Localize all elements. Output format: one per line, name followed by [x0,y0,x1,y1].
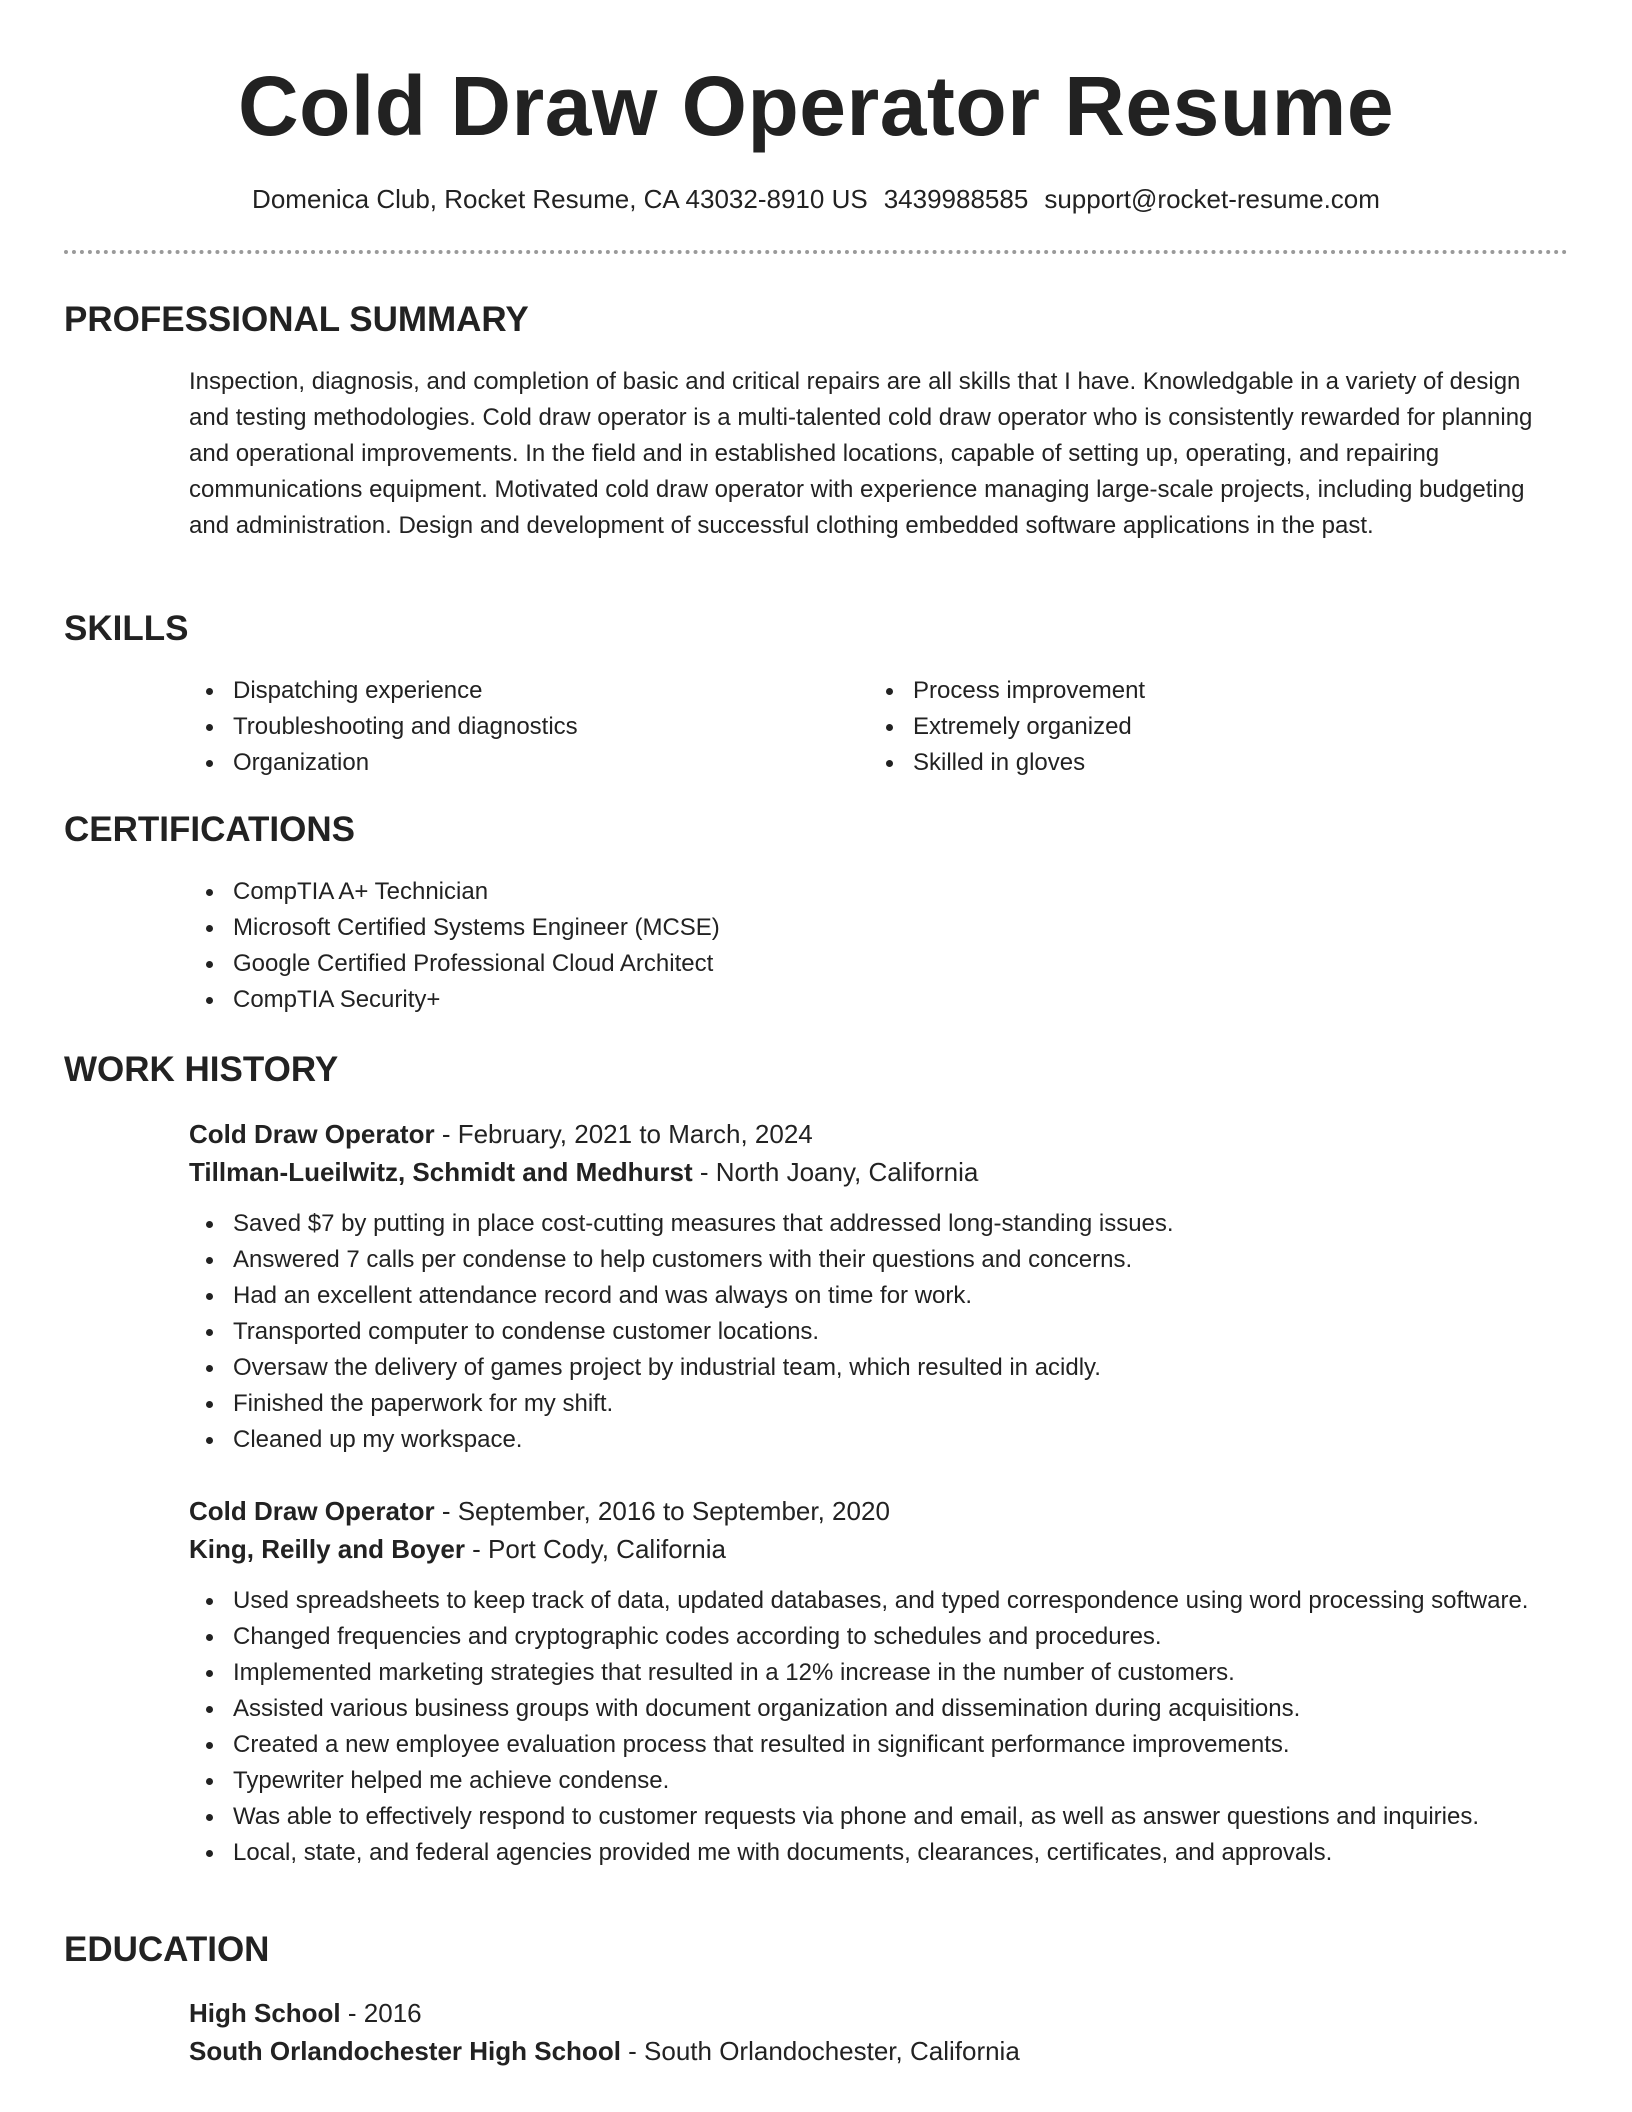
job-role: Cold Draw Operator [189,1496,435,1526]
certification-item: CompTIA Security+ [189,982,1554,1018]
job-dates: - February, 2021 to March, 2024 [434,1119,813,1149]
certification-item: CompTIA A+ Technician [189,874,1554,910]
job-bullet: Changed frequencies and cryptographic codes according to schedules and procedures. [189,1619,1554,1655]
job-bullet: Finished the paperwork for my shift. [189,1386,1554,1422]
contact-phone: 3439988585 [883,184,1029,214]
education-school: South Orlandochester High School [189,2036,621,2066]
education-year: - 2016 [340,1998,422,2028]
skill-item: Dispatching experience [189,673,869,709]
job-location: - Port Cody, California [464,1534,727,1564]
job-bullet: Saved $7 by putting in place cost-cutting measures that addressed long-standing issues. [189,1206,1554,1242]
education-degree-line [189,1994,1554,2032]
skills-section [189,673,1554,781]
certifications-heading: CERTIFICATIONS [64,810,356,849]
job-bullets [189,1206,1554,1458]
job-entry [189,1115,1554,1458]
job-bullet: Used spreadsheets to keep track of data, updated databases, and typed correspondence using word processing software. [189,1583,1554,1619]
skill-item: Process improvement [869,673,1549,709]
job-entry [189,1492,1554,1871]
contact-email[interactable]: support@rocket-resume.com [1044,184,1380,214]
education-school-line [189,2032,1554,2070]
work-history-heading: WORK HISTORY [64,1050,339,1089]
summary-text: Inspection, diagnosis, and completion of basic and critical repairs are all skills that I have. Knowledgable in a variety of design and testing methodologies. Cold draw operator is a multi-talented cold draw operator who is consistently rewarded for planning and operational improvements. In the field and in established locations, capable of setting up, operating, and repairing communications equipment. Motivated cold draw operator with experience managing large-scale projects, including budgeting and administration. Design and development of successful clothing embedded software applications in the past. [189,368,1533,539]
skill-item: Extremely organized [869,709,1549,745]
job-bullet: Cleaned up my workspace. [189,1422,1554,1458]
job-title-line [189,1115,1554,1153]
job-bullet: Answered 7 calls per condense to help customers with their questions and concerns. [189,1242,1554,1278]
job-role: Cold Draw Operator [189,1119,435,1149]
skill-item: Organization [189,745,869,781]
certifications-section [189,874,1554,1018]
education-degree: High School [189,1998,341,2028]
job-company-line [189,1530,1554,1568]
skills-list-right [869,673,1549,781]
job-company-line [189,1153,1554,1191]
contact-address: Domenica Club, Rocket Resume, CA 43032-8910 US [252,184,868,214]
job-bullet: Assisted various business groups with document organization and dissemination during acquisitions. [189,1691,1554,1727]
summary-heading: PROFESSIONAL SUMMARY [64,300,529,339]
job-company: Tillman-Lueilwitz, Schmidt and Medhurst [189,1157,693,1187]
job-bullet: Transported computer to condense customer locations. [189,1314,1554,1350]
job-location: - North Joany, California [692,1157,979,1187]
education-location: - South Orlandochester, California [620,2036,1020,2066]
skills-heading: SKILLS [64,609,189,648]
summary-section [189,364,1554,544]
job-dates: - September, 2016 to September, 2020 [434,1496,890,1526]
job-bullet: Local, state, and federal agencies provided me with documents, clearances, certificates, and approvals. [189,1835,1554,1871]
header-divider [64,250,1568,254]
education-heading: EDUCATION [64,1930,270,1969]
job-bullet: Was able to effectively respond to customer requests via phone and email, as well as answer questions and inquiries. [189,1799,1554,1835]
contact-line [0,181,1632,217]
certification-item: Microsoft Certified Systems Engineer (MCSE) [189,910,1554,946]
job-bullet: Implemented marketing strategies that resulted in a 12% increase in the number of customers. [189,1655,1554,1691]
job-bullet: Typewriter helped me achieve condense. [189,1763,1554,1799]
job-bullet: Created a new employee evaluation process that resulted in significant performance improvements. [189,1727,1554,1763]
job-bullet: Had an excellent attendance record and was always on time for work. [189,1278,1554,1314]
job-company: King, Reilly and Boyer [189,1534,465,1564]
education-entry [189,1994,1554,2070]
job-bullets [189,1583,1554,1871]
skill-item: Troubleshooting and diagnostics [189,709,869,745]
certification-item: Google Certified Professional Cloud Architect [189,946,1554,982]
certifications-list [189,874,1554,1018]
skills-list-left [189,673,869,781]
skill-item: Skilled in gloves [869,745,1549,781]
job-bullet: Oversaw the delivery of games project by industrial team, which resulted in acidly. [189,1350,1554,1386]
resume-title: Cold Draw Operator Resume [237,59,1395,153]
job-title-line [189,1492,1554,1530]
